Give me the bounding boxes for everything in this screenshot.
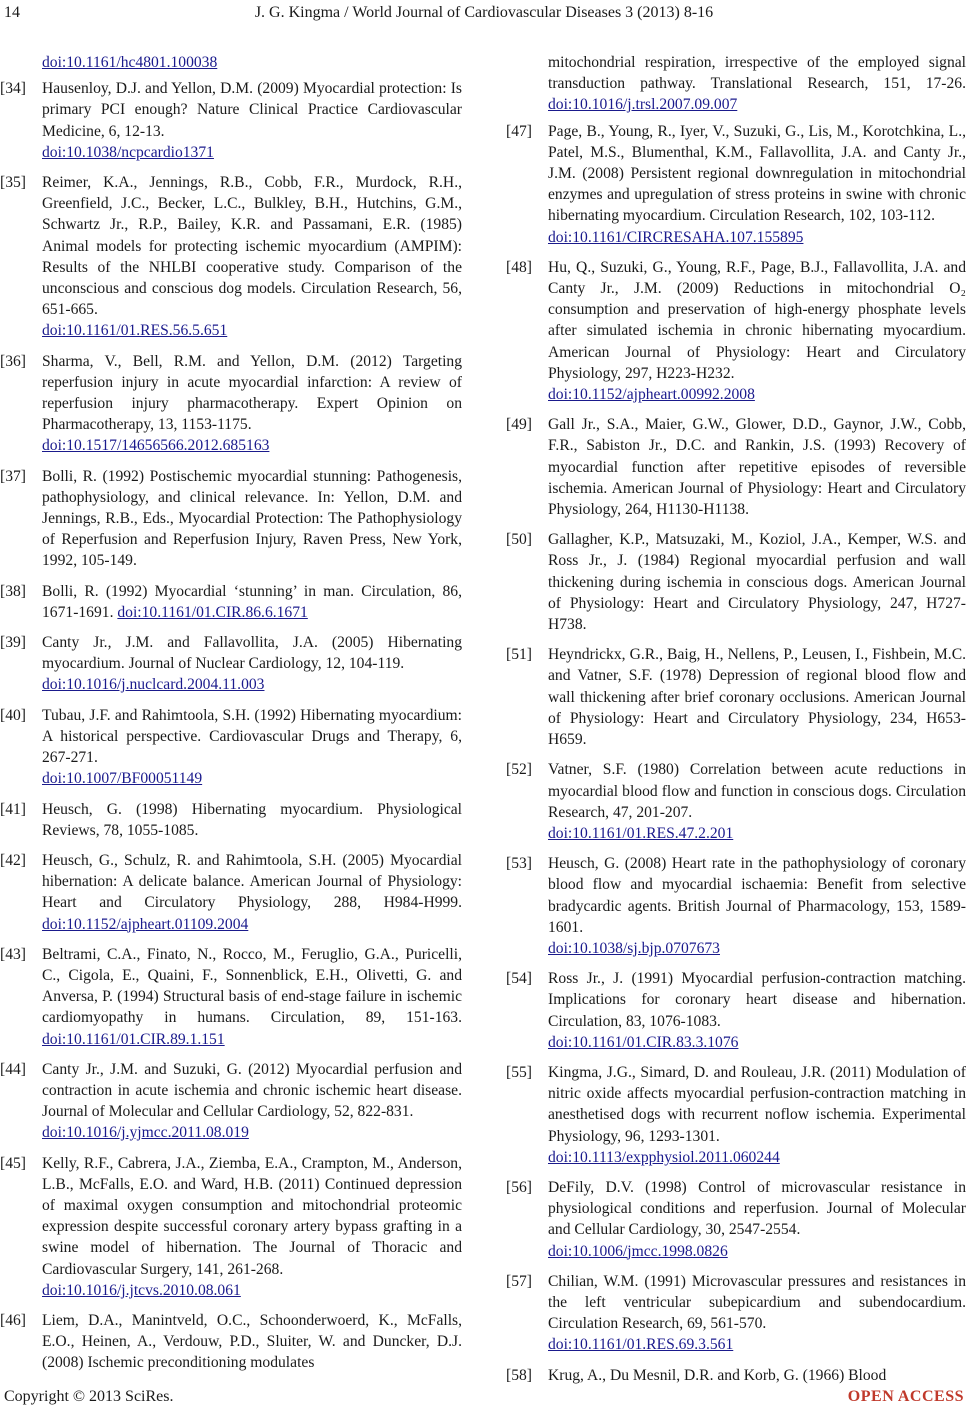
doi-link[interactable]: doi:10.1016/j.jtcvs.2010.08.061 bbox=[42, 1281, 241, 1299]
doi-link[interactable]: doi:10.1161/01.CIR.86.6.1671 bbox=[117, 603, 308, 621]
open-access-label: OPEN ACCESS bbox=[847, 1388, 964, 1405]
reference-text: Heyndrickx, G.R., Baig, H., Nellens, P., Leusen, I., Fishbein, M.C. and Vatner, S.F. (1978) Depression of regional blood flow and wall thickening after brief coronary occlusions. American Journal of Physiology: Heart and Circulatory Physiology, 234, H653-H659. bbox=[548, 646, 966, 749]
reference-item bbox=[506, 1365, 966, 1386]
reference-number: [52] bbox=[506, 761, 532, 779]
reference-item bbox=[506, 529, 966, 635]
doi-link[interactable]: doi:10.1161/01.RES.47.2.201 bbox=[548, 824, 734, 842]
reference-text: Gallagher, K.P., Matsuzaki, M., Koziol, J.A., Kemper, W.S. and Ross Jr., J. (1984) Regional myocardial perfusion and wall thickening during ischemia in conscious dogs. American Journal of Physiology: Heart and Circulatory Physiology, 247, H727-H738. bbox=[548, 531, 966, 634]
reference-number: [57] bbox=[506, 1272, 532, 1290]
reference-number: [36] bbox=[0, 352, 26, 370]
reference-item bbox=[506, 1271, 966, 1356]
reference-text: DeFily, D.V. (1998) Control of microvascular resistance in physiological conditions and reperfusion. Journal of Molecular and Cellular Cardiology, 30, 2547-2554. bbox=[548, 1178, 966, 1239]
doi-link[interactable]: doi:10.1161/hc4801.100038 bbox=[42, 54, 218, 71]
reference-text: Canty Jr., J.M. and Fallavollita, J.A. (2005) Hibernating myocardium. Journal of Nuclear Cardiology, 12, 104-119. bbox=[42, 634, 462, 673]
reference-text: Reimer, K.A., Jennings, R.B., Cobb, F.R., Murdock, R.H., Greenfield, J.C., Becker, L.C., Bulkley, B.H., Hutchins, G.M., Schwartz Jr., R.P., Bailey, K.R. and Passamani, E.R. (1985) Animal models for protecting ischemic myocardium (AMPIM): Results of the NHLBI cooperative study. Comparison of the unconscious and conscious dog models. Circulation Research, 56, 651-665. bbox=[42, 174, 462, 319]
continuation-text-right bbox=[506, 52, 966, 116]
doi-link[interactable]: doi:10.1038/ncpcardio1371 bbox=[42, 143, 214, 161]
reference-item bbox=[506, 759, 966, 844]
reference-number: [55] bbox=[506, 1063, 532, 1081]
reference-number: [46] bbox=[0, 1311, 26, 1329]
doi-link[interactable]: doi:10.1161/01.CIR.89.1.151 bbox=[42, 1030, 225, 1048]
reference-number: [37] bbox=[0, 467, 26, 485]
reference-text: Ross Jr., J. (1991) Myocardial perfusion-contraction matching. Implications for coronary heart disease and hibernation. Circulation, 83, 1076-1083. bbox=[548, 970, 966, 1030]
reference-number: [42] bbox=[0, 851, 26, 869]
doi-link[interactable]: doi:10.1113/expphysiol.2011.060244 bbox=[548, 1148, 780, 1166]
reference-item bbox=[0, 1310, 462, 1374]
left-column bbox=[0, 52, 462, 1383]
reference-number: [48] bbox=[506, 258, 532, 276]
reference-item bbox=[506, 257, 966, 405]
reference-text: Beltrami, C.A., Finato, N., Rocco, M., Feruglio, G.A., Puricelli, C., Cigola, E., Quaini, F., Sonnenblick, E.H., Olivetti, G. and Anversa, P. (1994) Structural basis of end-stage failure in ischemic cardiomyopathy in humans. Circulation, 89, 151-163. bbox=[42, 945, 462, 1027]
reference-item bbox=[0, 172, 462, 342]
page-footer bbox=[0, 1386, 968, 1414]
reference-text: Hausenloy, D.J. and Yellon, D.M. (2009) Myocardial protection: Is primary PCI enough? Nature Clinical Practice Cardiovascular Medicine, 6, 12-13. bbox=[42, 80, 462, 140]
doi-link[interactable]: doi:10.1007/BF00051149 bbox=[42, 770, 203, 788]
reference-item bbox=[506, 414, 966, 520]
reference-item bbox=[506, 644, 966, 750]
reference-text: Krug, A., Du Mesnil, D.R. and Korb, G. (1966) Blood bbox=[548, 1366, 887, 1384]
continuation-text: mitochondrial respiration, irrespective of the employed signal transduction pathway. Translational Research, 151, 17-26. bbox=[548, 54, 966, 93]
reference-list-right bbox=[506, 121, 966, 1386]
reference-item bbox=[506, 853, 966, 959]
running-title: J. G. Kingma / World Journal of Cardiovascular Diseases 3 (2013) 8-16 bbox=[254, 4, 714, 21]
doi-link[interactable]: doi:10.1038/sj.bjp.0707673 bbox=[548, 939, 720, 957]
reference-list-left bbox=[0, 78, 462, 1373]
right-column bbox=[506, 52, 966, 1395]
reference-text: Heusch, G. (1998) Hibernating myocardium. Physiological Reviews, 78, 1055-1085. bbox=[42, 800, 462, 839]
reference-text: Bolli, R. (1992) Myocardial ‘stunning’ in man. Circulation, 86, 1671-1691. bbox=[42, 582, 462, 621]
doi-link[interactable]: doi:10.1006/jmcc.1998.0826 bbox=[548, 1242, 728, 1260]
reference-text: Sharma, V., Bell, R.M. and Yellon, D.M. (2012) Targeting reperfusion injury in acute myocardial infarction: A review of reperfusion injury pharmacotherapy. Expert Opinion on Pharmacotherapy, 13, 1153-1175. bbox=[42, 352, 462, 434]
doi-link[interactable]: doi:10.1517/14656566.2012.685163 bbox=[42, 437, 270, 455]
reference-number: [41] bbox=[0, 800, 26, 818]
reference-text: Chilian, W.M. (1991) Microvascular pressures and resistances in the left ventricular subepicardium and subendocardium. Circulation Research, 69, 561-570. bbox=[548, 1272, 966, 1333]
reference-number: [38] bbox=[0, 582, 26, 600]
doi-link[interactable]: doi:10.1161/CIRCRESAHA.107.155895 bbox=[548, 228, 804, 246]
reference-number: [51] bbox=[506, 646, 532, 664]
reference-item bbox=[0, 632, 462, 696]
reference-item bbox=[0, 799, 462, 841]
reference-item bbox=[0, 466, 462, 572]
reference-item bbox=[0, 705, 462, 790]
reference-number: [49] bbox=[506, 416, 532, 434]
reference-text: Hu, Q., Suzuki, G., Young, R.F., Page, B.J., Fallavollita, J.A. and Canty Jr., J.M. (2009) Reductions in mitochondrial O₂ consumption and preservation of high-energy phosphate levels after simulated ischemia in chronic hibernating myocardium. American Journal of Physiology: Heart and Circulatory Physiology, 297, H223-H232. bbox=[548, 258, 966, 382]
continuation-doi-left bbox=[0, 52, 462, 73]
reference-text: Heusch, G. (2008) Heart rate in the pathophysiology of coronary blood flow and myocardial ischaemia: Benefit from selective bradycardic agents. British Journal of Pharmacology, 153, 1589-1601. bbox=[548, 855, 966, 936]
reference-text: Canty Jr., J.M. and Suzuki, G. (2012) Myocardial perfusion and contraction in acute ischemia and chronic ischemic heart disease. Journal of Molecular and Cellular Cardiology, 52, 822-831. bbox=[42, 1060, 462, 1121]
copyright-notice: Copyright © 2013 SciRes. bbox=[4, 1388, 174, 1405]
doi-link[interactable]: doi:10.1161/01.CIR.83.3.1076 bbox=[548, 1033, 739, 1051]
doi-link[interactable]: doi:10.1152/ajpheart.00992.2008 bbox=[548, 386, 755, 404]
reference-item bbox=[506, 1177, 966, 1262]
reference-number: [56] bbox=[506, 1178, 532, 1196]
reference-item bbox=[0, 1153, 462, 1301]
reference-text: Liem, D.A., Manintveld, O.C., Schoonderwoerd, K., McFalls, E.O., Heinen, A., Verdouw, P.D., Sluiter, W. and Duncker, D.J. (2008) Ischemic preconditioning modulates bbox=[42, 1311, 462, 1372]
doi-link[interactable]: doi:10.1016/j.nuclcard.2004.11.003 bbox=[42, 676, 265, 694]
reference-number: [47] bbox=[506, 122, 532, 140]
reference-number: [53] bbox=[506, 855, 532, 873]
reference-text: Heusch, G., Schulz, R. and Rahimtoola, S.H. (2005) Myocardial hibernation: A delicate balance. American Journal of Physiology: Heart and Circulatory Physiology, 288, H984-H999. bbox=[42, 851, 462, 912]
reference-item bbox=[506, 1062, 966, 1168]
page-header bbox=[0, 0, 968, 30]
reference-text: Page, B., Young, R., Iyer, V., Suzuki, G., Lis, M., Korotchkina, L., Patel, M.S., Blumenthal, K.M., Fallavollita, J.A. and Canty Jr., J.M. (2008) Persistent regional downregulation in mitochondrial enzymes and upregulation of stress proteins in swine with chronic hibernating myocardium. Circulation Research, 102, 103-112. bbox=[548, 122, 966, 225]
reference-number: [34] bbox=[0, 80, 26, 98]
reference-item bbox=[0, 78, 462, 163]
reference-number: [40] bbox=[0, 706, 26, 724]
reference-item bbox=[506, 121, 966, 248]
reference-number: [35] bbox=[0, 174, 26, 192]
doi-link[interactable]: doi:10.1016/j.yjmcc.2011.08.019 bbox=[42, 1124, 249, 1142]
page-number: 14 bbox=[4, 4, 20, 21]
doi-link[interactable]: doi:10.1152/ajpheart.01109.2004 bbox=[42, 915, 249, 933]
doi-link[interactable]: doi:10.1016/j.trsl.2007.09.007 bbox=[548, 96, 738, 114]
reference-text: Kelly, R.F., Cabrera, J.A., Ziemba, E.A., Crampton, M., Anderson, L.B., McFalls, E.O. and Ward, H.B. (2011) Continued depression of maximal oxygen consumption and mitochondrial proteomic expression despite successful coronary artery bypass grafting in a swine model of hibernation. The Journal of Thoracic and Cardiovascular Surgery, 141, 261-268. bbox=[42, 1154, 462, 1278]
doi-link[interactable]: doi:10.1161/01.RES.69.3.561 bbox=[548, 1336, 734, 1354]
reference-number: [39] bbox=[0, 634, 26, 652]
reference-number: [50] bbox=[506, 531, 532, 549]
reference-item bbox=[0, 1059, 462, 1144]
reference-item bbox=[0, 944, 462, 1050]
reference-number: [54] bbox=[506, 970, 532, 988]
reference-text: Tubau, J.F. and Rahimtoola, S.H. (1992) Hibernating myocardium: A historical perspective. Cardiovascular Drugs and Therapy, 6, 267-271. bbox=[42, 706, 462, 767]
reference-item bbox=[0, 581, 462, 623]
reference-number: [58] bbox=[506, 1366, 532, 1384]
reference-text: Kingma, J.G., Simard, D. and Rouleau, J.R. (2011) Modulation of nitric oxide affects myocardial perfusion-contraction matching in anesthetised dogs with recurrent noflow ischemia. Experimental Physiology, 96, 1293-1301. bbox=[548, 1063, 966, 1145]
reference-item bbox=[0, 351, 462, 457]
reference-number: [45] bbox=[0, 1154, 26, 1172]
reference-text: Vatner, S.F. (1980) Correlation between acute reductions in myocardial blood flow and function in conscious dogs. Circulation Research, 47, 201-207. bbox=[548, 761, 966, 821]
reference-number: [44] bbox=[0, 1060, 26, 1078]
reference-item bbox=[0, 850, 462, 935]
reference-number: [43] bbox=[0, 945, 26, 963]
reference-text: Bolli, R. (1992) Postischemic myocardial stunning: Pathogenesis, pathophysiology, and clinical relevance. In: Yellon, D.M. and Jennings, R.B., Eds., Myocardial Protection: The Pathophysiology of Reperfusion and Reperfusion Injury, Raven Press, New York, 1992, 105-149. bbox=[42, 467, 462, 570]
reference-text: Gall Jr., S.A., Maier, G.W., Glower, D.D., Gaynor, J.W., Cobb, F.R., Sabiston Jr., D.C. and Rankin, J.S. (1993) Recovery of myocardial function after repetitive episodes of reversible ischemia. American Journal of Physiology: Heart and Circulatory Physiology, 264, H1130-H1138. bbox=[548, 416, 966, 519]
doi-link[interactable]: doi:10.1161/01.RES.56.5.651 bbox=[42, 322, 228, 340]
reference-item bbox=[506, 968, 966, 1053]
